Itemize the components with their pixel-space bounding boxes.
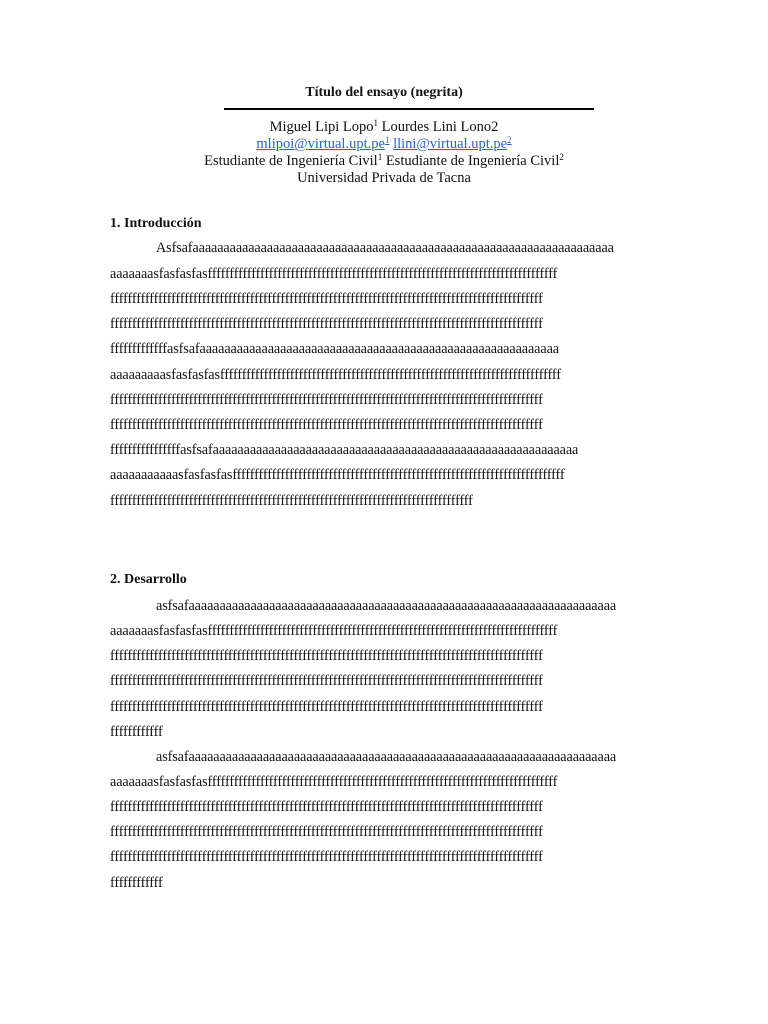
author-2-role: Estudiante de Ingeniería Civil [385,153,560,169]
paragraph-line: fffffffffffffffffffffffffffffffffffffffffffffffffffffffffffffffffffffffffffffffffffffffffffffffffff [110,673,543,689]
author-2-email-link[interactable]: llini@virtual.upt.pe [393,136,508,152]
paragraph-line: aaaaaaasfasfasfasffffffffffffffffffffffffffffffffffffffffffffffffffffffffffffffffffffffffffffffff [110,266,558,282]
author-2-name: Lourdes Lini Lono2 [381,119,499,135]
paragraph-line: aaaaaaasfasfasfasffffffffffffffffffffffffffffffffffffffffffffffffffffffffffffffffffffffffffffffff [110,774,558,790]
paragraph-line: fffffffffffffffffffffffffffffffffffffffffffffffffffffffffffffffffffffffffffffffffffffffffffffffffff [110,291,543,307]
paragraph-line: fffffffffffffffffffffffffffffffffffffffffffffffffffffffffffffffffffffffffffffffffffffffffffffffffff [110,849,543,865]
email-2-mark: 2 [507,135,512,145]
paragraph-line: fffffffffffffffffffffffffffffffffffffffffffffffffffffffffffffffffffffffffffffffffffffffffffffffffff [110,392,543,408]
paragraph-line: fffffffffffffffffffffffffffffffffffffffffffffffffffffffffffffffffffffffffffffffffffffffffffffffffff [110,699,543,715]
author-1-role: Estudiante de Ingeniería Civil [204,153,378,169]
paragraph-line: ffffffffffff [110,875,163,891]
author-1-mark: 1 [373,118,378,128]
roles-line [0,152,768,170]
role-2-mark: 2 [559,152,564,162]
authors-line [0,118,768,136]
paragraph-line: aaaaaaasfasfasfasffffffffffffffffffffffffffffffffffffffffffffffffffffffffffffffffffffffffffffffff [110,623,558,639]
role-1-mark: 1 [377,152,383,162]
paragraph-line: asfsafaaaaaaaaaaaaaaaaaaaaaaaaaaaaaaaaaaaaaaaaaaaaaaaaaaaaaaaaaaaaaaaaaaaaa [156,749,617,765]
paragraph-line: fffffffffffffffffffffffffffffffffffffffffffffffffffffffffffffffffffffffffffffffffffffffffffffffffff [110,799,543,815]
author-1-name: Miguel Lipi Lopo [269,119,374,135]
paragraph-line: fffffffffffffffffffffffffffffffffffffffffffffffffffffffffffffffffffffffffffffffffffffffffffffffffff [110,417,543,433]
paragraph-line: asfsafaaaaaaaaaaaaaaaaaaaaaaaaaaaaaaaaaaaaaaaaaaaaaaaaaaaaaaaaaaaaaaaaaaaaa [156,598,617,614]
paragraph-line: fffffffffffffffffffffffffffffffffffffffffffffffffffffffffffffffffffffffffffffffffffffffffffffffffff [110,648,543,664]
paragraph-line: fffffffffffffffffffffffffffffffffffffffffffffffffffffffffffffffffffffffffffffffffffffffffffffffffff [110,316,543,332]
paragraph-line: fffffffffffffffffffffffffffffffffffffffffffffffffffffffffffffffffffffffffffffffffff [110,493,473,509]
essay-title: Título del ensayo (negrita) [305,85,463,100]
paragraph-line: aaaaaaaaasfasfasfasffffffffffffffffffffffffffffffffffffffffffffffffffffffffffffffffffffffffffffff [110,367,561,383]
emails-line [0,135,768,153]
paragraph-line: ffffffffffffffffasfsafaaaaaaaaaaaaaaaaaaaaaaaaaaaaaaaaaaaaaaaaaaaaaaaaaaaaaaaaaaa [110,442,579,458]
title-underline-rule [224,108,594,110]
paragraph-line: fffffffffffffasfsafaaaaaaaaaaaaaaaaaaaaaaaaaaaaaaaaaaaaaaaaaaaaaaaaaaaaaaaaaa [110,341,559,357]
author-1-email-link[interactable]: mlipoi@virtual.upt.pe [256,136,385,152]
section-heading-desarrollo: 2. Desarrollo [110,572,187,587]
paragraph-line: fffffffffffffffffffffffffffffffffffffffffffffffffffffffffffffffffffffffffffffffffffffffffffffffffff [110,824,543,840]
paragraph-line: Asfsafaaaaaaaaaaaaaaaaaaaaaaaaaaaaaaaaaaaaaaaaaaaaaaaaaaaaaaaaaaaaaaaaaaaa [156,240,614,256]
paragraph-line: aaaaaaaaaaasfasfasfasffffffffffffffffffffffffffffffffffffffffffffffffffffffffffffffffffffffffffff [110,467,565,483]
section-heading-introduccion: 1. Introducción [110,216,202,231]
email-1-mark: 1 [384,135,390,145]
university-name: Universidad Privada de Tacna [297,170,471,186]
paragraph-line: ffffffffffff [110,724,163,740]
